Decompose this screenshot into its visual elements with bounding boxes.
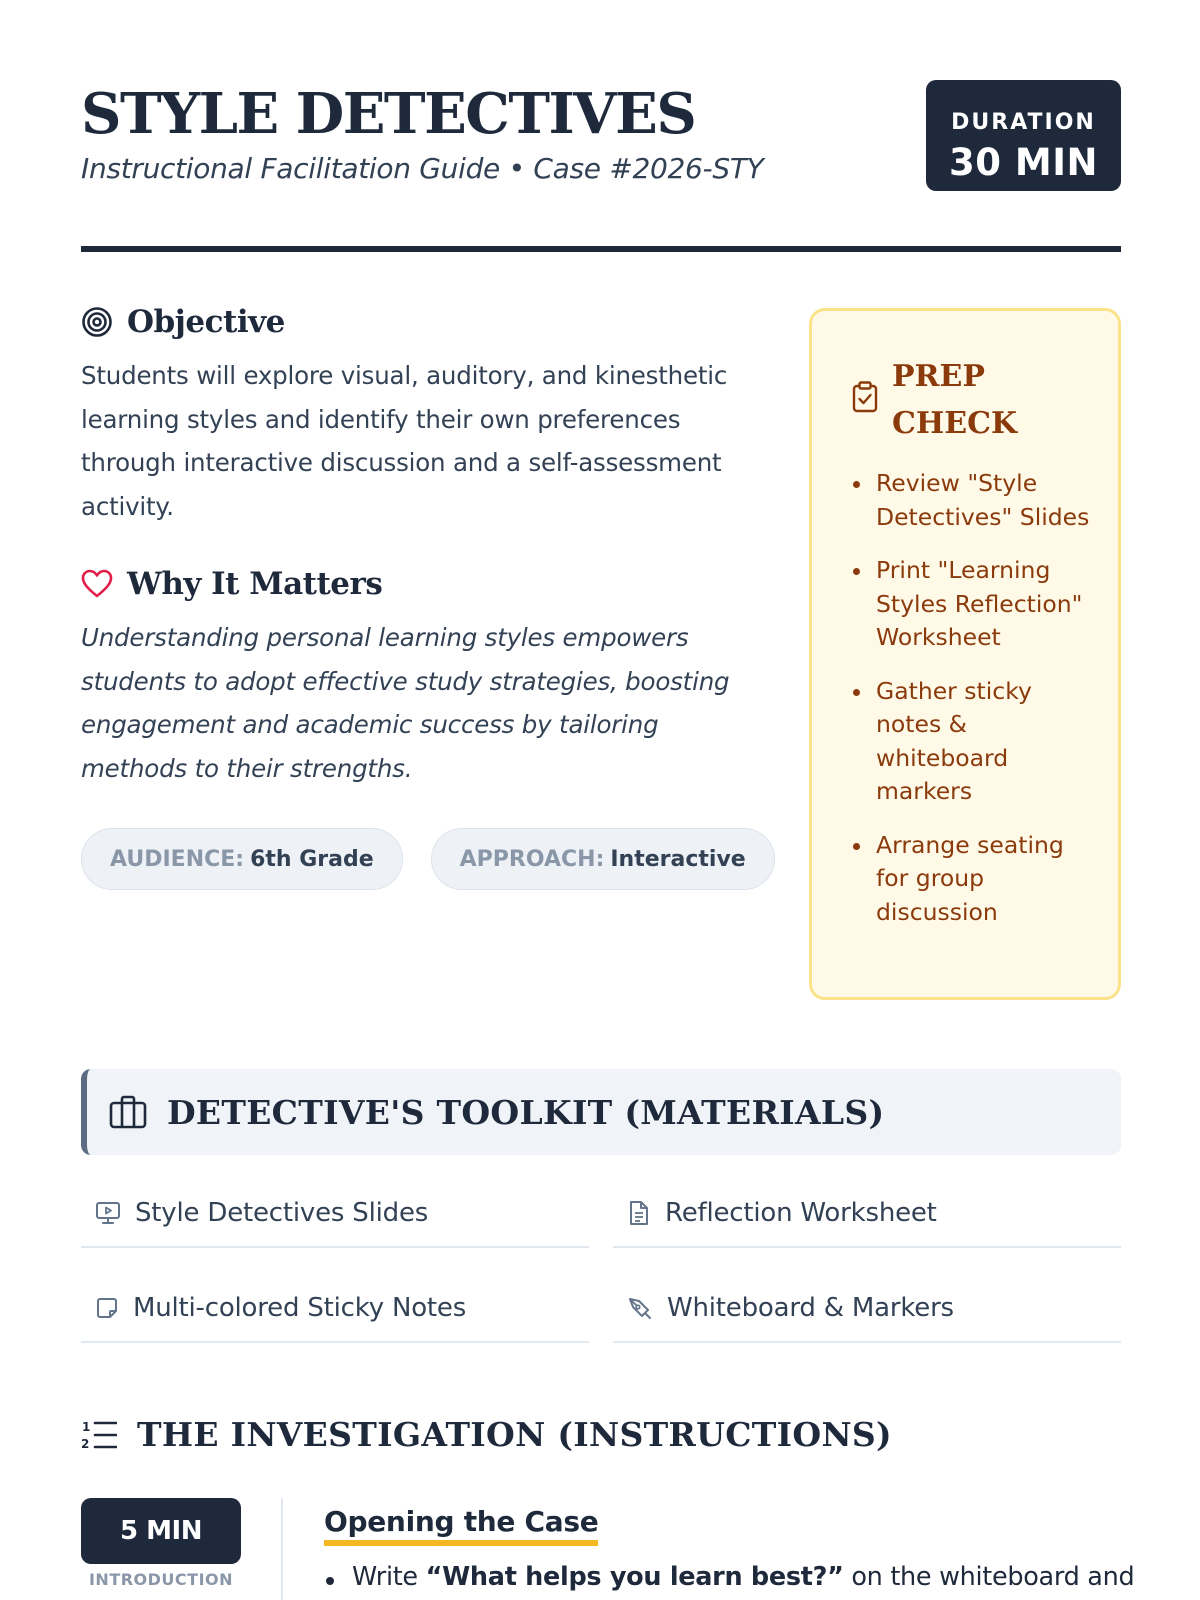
objective-heading	[81, 300, 771, 344]
material-label: Style Detectives Slides	[135, 1198, 429, 1228]
toolkit-title: DETECTIVE'S TOOLKIT (MATERIALS)	[167, 1092, 885, 1132]
duration-value: 30 MIN	[949, 141, 1098, 184]
why-title: Why It Matters	[127, 566, 383, 602]
bullet-question: “What helps you learn best?”	[425, 1562, 844, 1592]
step-phase-label: INTRODUCTION	[88, 1570, 234, 1589]
why-heading	[81, 562, 771, 606]
audience-pill	[81, 828, 403, 890]
document-icon	[627, 1200, 651, 1226]
svg-text:1: 1	[82, 1419, 91, 1434]
guide-header	[81, 80, 1121, 252]
page-subtitle: Instructional Facilitation Guide • Case #2026-STY	[81, 152, 764, 185]
heart-icon	[81, 569, 113, 599]
step-time-badge: 5 MIN	[81, 1498, 241, 1564]
approach-value: Interactive	[610, 846, 746, 872]
objective-text: Students will explore visual, auditory, and kinesthetic learning styles and identify their own preferences through interactive discussion and a self-assessment activity.	[81, 361, 728, 521]
bullet-prefix: Write	[352, 1562, 426, 1592]
numbered-list-icon	[81, 1418, 117, 1452]
meta-pills	[81, 828, 771, 890]
audience-value: 6th Grade	[250, 846, 374, 872]
audience-key: AUDIENCE:	[110, 846, 245, 872]
presentation-icon	[95, 1200, 121, 1226]
approach-pill	[431, 828, 775, 890]
clipboard-check-icon	[852, 381, 878, 413]
briefcase-icon	[109, 1095, 147, 1129]
overview-column	[81, 300, 771, 890]
material-item	[613, 1275, 1121, 1343]
bullet-suffix: on the whiteboard and	[843, 1562, 1135, 1592]
approach-key: APPROACH:	[459, 846, 605, 872]
duration-label: DURATION	[951, 110, 1096, 135]
prep-check-card	[809, 308, 1121, 1000]
svg-text:2: 2	[81, 1436, 90, 1451]
material-label: Whiteboard & Markers	[667, 1293, 954, 1323]
material-label: Reflection Worksheet	[665, 1198, 937, 1228]
prep-check-list	[852, 467, 1118, 929]
prep-item: Print "Learning Styles Reflection" Worksheet	[852, 554, 1092, 655]
step-title: Opening the Case	[324, 1505, 598, 1546]
step-divider	[281, 1498, 283, 1600]
objective-title: Objective	[127, 304, 285, 340]
prep-item: Gather sticky notes & whiteboard markers	[852, 675, 1092, 809]
duration-badge	[926, 80, 1121, 191]
marker-icon	[627, 1295, 653, 1321]
material-item	[81, 1275, 589, 1343]
prep-item: Arrange seating for group discussion	[852, 829, 1092, 930]
prep-check-title: PREP CHECK	[892, 359, 1018, 441]
target-icon	[81, 306, 113, 338]
sticky-note-icon	[95, 1296, 119, 1320]
prep-item: Review "Style Detectives" Slides	[852, 467, 1092, 534]
toolkit-heading	[81, 1069, 1121, 1155]
material-label: Multi-colored Sticky Notes	[133, 1293, 467, 1323]
step-bullet	[324, 1562, 1135, 1592]
instructions-heading	[81, 1415, 892, 1454]
instructions-title: THE INVESTIGATION (INSTRUCTIONS)	[137, 1415, 892, 1454]
material-item	[613, 1180, 1121, 1248]
prep-check-heading	[852, 353, 1118, 447]
material-item	[81, 1180, 589, 1248]
why-text: Understanding personal learning styles empowers students to adopt effective study strategies, boosting engagement and academic success by tailoring methods to their strengths.	[81, 623, 730, 783]
page-title: STYLE DETECTIVES	[81, 81, 696, 147]
